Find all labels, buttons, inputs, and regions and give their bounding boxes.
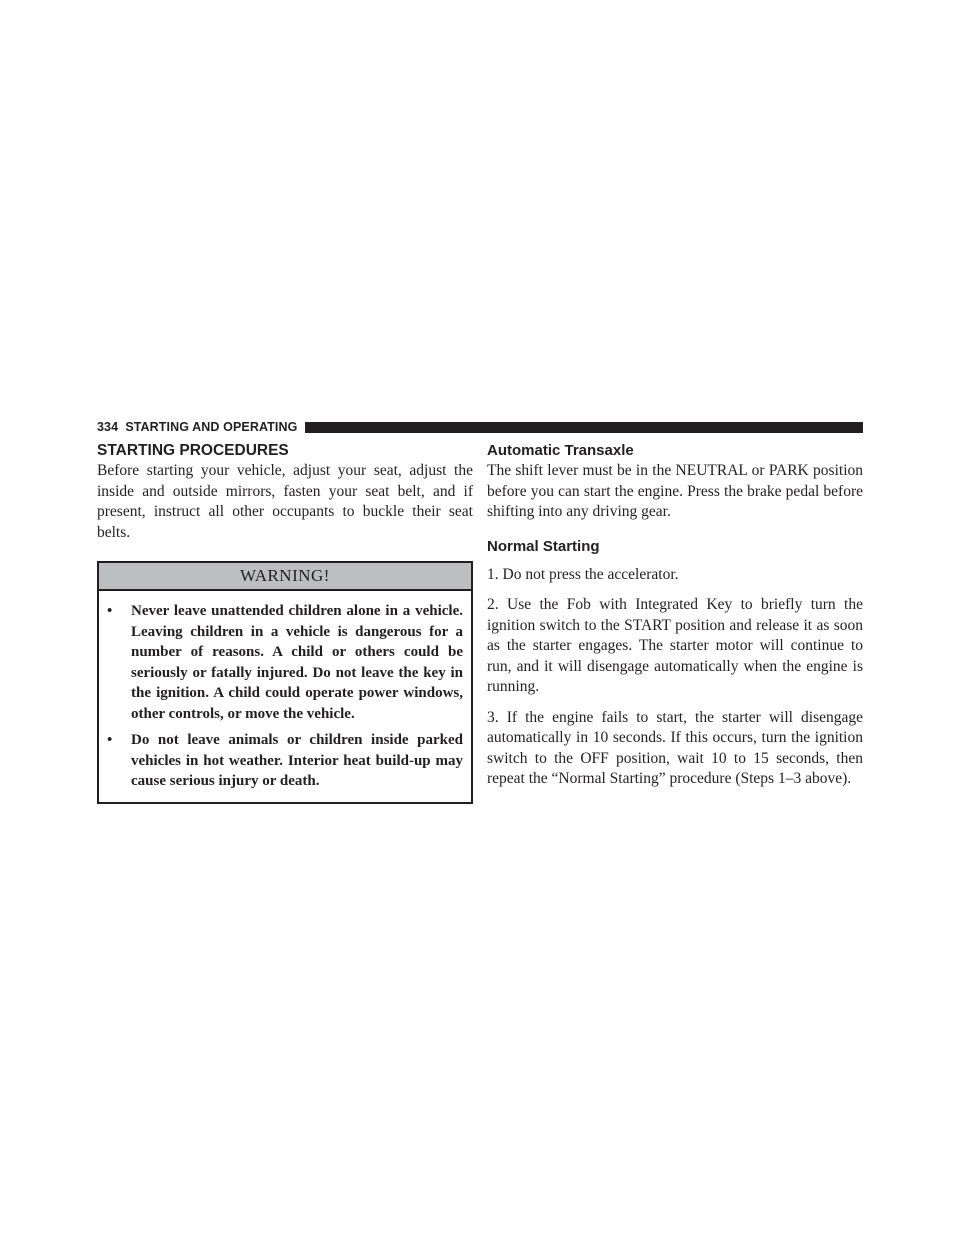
warning-box <box>97 561 473 804</box>
transaxle-paragraph: The shift lever must be in the NEUTRAL or PARK position before you can start the engine. Press the brake pedal before shifting into any driving gear. <box>487 462 863 520</box>
header-rule <box>305 422 863 433</box>
step-paragraph: 2. Use the Fob with Integrated Key to briefly turn the ignition switch to the START position and release it as soon as the starter engages. The starter motor will continue to run, and it will disengage automatically when the engine is running. <box>487 596 863 695</box>
automatic-transaxle-heading: Automatic Transaxle <box>487 442 634 459</box>
page-header-text <box>97 420 305 434</box>
page-number: 334 <box>97 420 119 434</box>
starting-procedures-heading: STARTING PROCEDURES <box>97 442 289 459</box>
warning-body <box>99 591 471 802</box>
normal-starting-heading: Normal Starting <box>487 537 600 555</box>
page-header <box>97 420 863 434</box>
warning-item-text: Never leave unattended children alone in a vehicle. Leaving children in a vehicle is dangerous for a number of reasons. A child or others could be seriously or fatally injured. Do not leave the key in the ignition. A child could operate power windows, other controls, or move the vehicle. <box>131 603 463 722</box>
left-column <box>97 441 473 804</box>
right-column <box>487 441 863 790</box>
bullet-icon: • <box>107 732 113 748</box>
warning-item-text: Do not leave animals or children inside parked vehicles in hot weather. Interior heat build-up may cause serious injury or death. <box>131 732 463 789</box>
step-paragraph: 3. If the engine fails to start, the starter will disengage automatically in 10 seconds. If this occurs, turn the ignition switch to the OFF position, wait 10 to 15 seconds, then repeat the “Normal Starting” procedure (Steps 1–3 above). <box>487 708 863 787</box>
step-paragraph: 1. Do not press the accelerator. <box>487 565 679 583</box>
warning-title: WARNING! <box>99 563 471 591</box>
warning-item <box>107 601 463 724</box>
bullet-icon: • <box>107 603 113 619</box>
warning-item <box>107 730 463 792</box>
section-title: STARTING AND OPERATING <box>125 420 298 434</box>
intro-paragraph: Before starting your vehicle, adjust your seat, adjust the inside and outside mirrors, fasten your seat belt, and if present, instruct all other occupants to buckle their seat belts. <box>97 462 473 541</box>
